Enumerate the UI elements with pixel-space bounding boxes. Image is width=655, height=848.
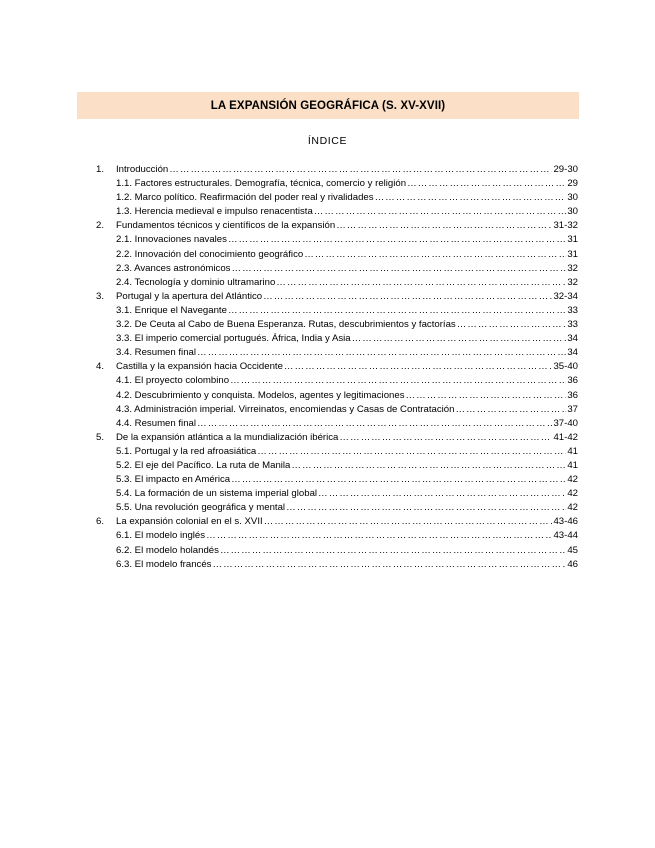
toc-subsection-entry[interactable] [96, 318, 578, 332]
toc-page-number: 36 [567, 389, 578, 401]
toc-subsection-entry[interactable] [96, 445, 578, 459]
toc-dot-leader [339, 431, 552, 445]
toc-dot-leader [406, 389, 567, 403]
toc-page-number: 29 [567, 178, 578, 190]
toc-page-number: 43-46 [553, 516, 578, 528]
toc-entry-title: Introducción [116, 164, 169, 175]
toc-dot-leader [197, 346, 566, 360]
toc-section-entry[interactable] [96, 360, 578, 374]
toc-subsection-entry[interactable] [96, 417, 578, 431]
toc-subsection-entry[interactable] [96, 177, 578, 191]
toc-entry-title: 4.1. El proyecto colombino [116, 375, 230, 387]
toc-subsection-entry[interactable] [96, 544, 578, 558]
toc-entry-title: 1.2. Marco político. Reafirmación del poder real y rivalidades [116, 192, 374, 204]
toc-dot-leader [314, 205, 567, 219]
toc-entry-number: 1. [96, 164, 105, 175]
toc-page-number: 41 [567, 445, 578, 457]
toc-page-number: 34 [567, 347, 578, 359]
toc-entry-title: 5.3. El impacto en América [116, 474, 231, 486]
toc-page-number: 35-40 [553, 361, 578, 373]
toc-entry-title: 2.1. Innovaciones navales [116, 234, 227, 246]
toc-entry-title: Castilla y la expansión hacia Occidente [116, 361, 283, 373]
toc-entry-title: 3.2. De Ceuta al Cabo de Buena Esperanza. Rutas, descubrimientos y factorías [116, 319, 456, 331]
toc-entry-title: 3.3. El imperio comercial portugués. África, India y Asia [116, 333, 351, 345]
toc-entry-title: 6.3. El modelo francés [116, 558, 212, 570]
toc-entry-title: 5.2. El eje del Pacífico. La ruta de Manila [116, 459, 291, 471]
toc-page-number: 45 [567, 544, 578, 556]
toc-dot-leader [212, 558, 566, 572]
toc-dot-leader [197, 417, 552, 431]
toc-dot-leader [276, 276, 566, 290]
toc-subsection-entry[interactable] [96, 389, 578, 403]
toc-dot-leader [257, 445, 566, 459]
toc-subsection-entry[interactable] [96, 233, 578, 247]
toc-subsection-entry[interactable] [96, 487, 578, 501]
toc-dot-leader [304, 248, 566, 262]
toc-entry-title: 4.4. Resumen final [116, 417, 196, 429]
toc-dot-leader [231, 473, 566, 487]
toc-dot-leader [206, 529, 552, 543]
toc-entry-title: 5.5. Una revolución geográfica y mental [116, 502, 286, 514]
toc-subsection-entry[interactable] [96, 473, 578, 487]
toc-page-number: 46 [567, 558, 578, 570]
index-heading: ÍNDICE [307, 135, 348, 147]
toc-dot-leader [230, 374, 566, 388]
toc-entry-title: 2.2. Innovación del conocimiento geográfico [116, 248, 304, 260]
toc-entry-title: 1.3. Herencia medieval e impulso renacentista [116, 206, 313, 218]
toc-dot-leader [286, 501, 566, 515]
toc-dot-leader [352, 332, 567, 346]
table-of-contents [96, 163, 578, 572]
document-title: LA EXPANSIÓN GEOGRÁFICA (S. XV-XVII) [210, 99, 446, 112]
toc-subsection-entry[interactable] [96, 501, 578, 515]
toc-section-entry[interactable] [96, 219, 578, 233]
toc-dot-leader [228, 233, 566, 247]
toc-subsection-entry[interactable] [96, 332, 578, 346]
toc-subsection-entry[interactable] [96, 304, 578, 318]
toc-page-number: 32 [567, 276, 578, 288]
toc-dot-leader [231, 262, 566, 276]
toc-dot-leader [336, 219, 552, 233]
toc-dot-leader [455, 403, 566, 417]
toc-page-number: 34 [567, 333, 578, 345]
toc-entry-title: Fundamentos técnicos y científicos de la expansión [116, 220, 336, 232]
toc-subsection-entry[interactable] [96, 262, 578, 276]
toc-section-entry[interactable] [96, 431, 578, 445]
toc-page-number: 31 [567, 234, 578, 246]
toc-subsection-entry[interactable] [96, 205, 578, 219]
toc-page-number: 31 [567, 248, 578, 260]
toc-page-number: 42 [567, 502, 578, 514]
toc-page-number: 42 [567, 488, 578, 500]
toc-entry-number: 2. [96, 220, 105, 232]
toc-page-number: 42 [567, 474, 578, 486]
toc-dot-leader [263, 290, 552, 304]
toc-subsection-entry[interactable] [96, 276, 578, 290]
toc-entry-number: 6. [96, 516, 105, 528]
toc-entry-title: 3.4. Resumen final [116, 347, 196, 359]
toc-page-number: 36 [567, 375, 578, 387]
toc-subsection-entry[interactable] [96, 403, 578, 417]
toc-page-number: 29-30 [553, 164, 578, 175]
toc-entry-title: 2.3. Avances astronómicos [116, 262, 231, 274]
toc-entry-title: 5.1. Portugal y la red afroasiática [116, 445, 257, 457]
toc-entry-title: 6.1. El modelo inglés [116, 530, 206, 542]
toc-entry-title: 3.1. Enrique el Navegante [116, 304, 227, 316]
toc-section-entry[interactable] [96, 515, 578, 529]
toc-page-number: 33 [567, 304, 578, 316]
toc-entry-title: 5.4. La formación de un sistema imperial global [116, 488, 318, 500]
toc-dot-leader [318, 487, 566, 501]
toc-dot-leader [291, 459, 566, 473]
toc-entry-title: De la expansión atlántica a la mundialización ibérica [116, 431, 339, 443]
toc-entry-title: 1.1. Factores estructurales. Demografía, técnica, comercio y religión [116, 178, 407, 190]
toc-subsection-entry[interactable] [96, 346, 578, 360]
toc-entry-title: La expansión colonial en el s. XVII [116, 516, 263, 528]
toc-page-number: 43-44 [553, 530, 578, 542]
toc-subsection-entry[interactable] [96, 374, 578, 388]
document-title-band [77, 92, 579, 119]
toc-dot-leader [375, 191, 567, 205]
toc-entry-number: 3. [96, 290, 105, 302]
toc-page-number: 37 [567, 403, 578, 415]
toc-dot-leader [407, 177, 566, 191]
toc-page-number: 41 [567, 459, 578, 471]
toc-entry-title: 4.2. Descubrimiento y conquista. Modelos, agentes y legitimaciones [116, 389, 405, 401]
toc-dot-leader [264, 515, 553, 529]
toc-section-entry[interactable] [96, 163, 578, 177]
toc-page-number: 30 [567, 206, 578, 218]
toc-entry-title: 6.2. El modelo holandés [116, 544, 219, 556]
toc-entry-number: 4. [96, 361, 105, 373]
toc-dot-leader [220, 544, 566, 558]
toc-subsection-entry[interactable] [96, 191, 578, 205]
toc-dot-leader [284, 360, 553, 374]
toc-page-number: 37-40 [553, 417, 578, 429]
toc-entry-title: 2.4. Tecnología y dominio ultramarino [116, 276, 276, 288]
toc-page-number: 41-42 [553, 431, 578, 443]
toc-subsection-entry[interactable] [96, 248, 578, 262]
toc-page-number: 32 [567, 262, 578, 274]
toc-subsection-entry[interactable] [96, 558, 578, 572]
toc-dot-leader [169, 163, 552, 177]
toc-entry-number: 5. [96, 431, 105, 443]
toc-dot-leader [457, 318, 567, 332]
toc-page-number: 32-34 [553, 290, 578, 302]
toc-section-entry[interactable] [96, 290, 578, 304]
toc-page-number: 31-32 [553, 220, 578, 232]
toc-entry-title: 4.3. Administración imperial. Virreinatos, encomiendas y Casas de Contratación [116, 403, 455, 415]
toc-subsection-entry[interactable] [96, 529, 578, 543]
toc-dot-leader [228, 304, 566, 318]
toc-page-number: 33 [567, 319, 578, 331]
toc-subsection-entry[interactable] [96, 459, 578, 473]
toc-page-number: 30 [567, 192, 578, 204]
toc-entry-title: Portugal y la apertura del Atlántico [116, 290, 263, 302]
